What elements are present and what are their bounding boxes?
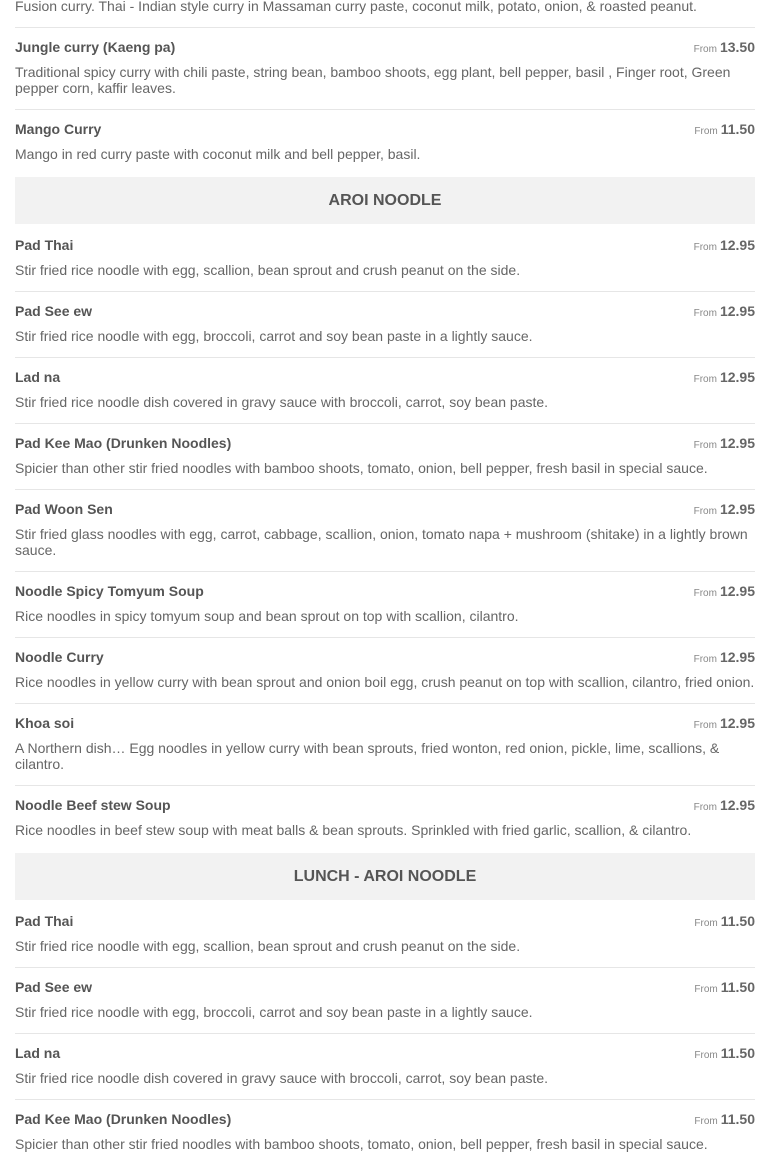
price-from-label: From <box>693 802 717 813</box>
menu-item-name: Pad Kee Mao (Drunken Noodles) <box>15 1111 232 1127</box>
menu-item-name: Mango Curry <box>15 121 102 137</box>
menu-item-name: Jungle curry (Kaeng pa) <box>15 39 176 55</box>
menu-item-pad-woon-sen[interactable] <box>15 490 755 572</box>
price-from-label: From <box>693 588 717 599</box>
price-value: 12.95 <box>719 649 755 665</box>
price-from-label: From <box>693 374 717 385</box>
menu-item-massaman-curry[interactable] <box>15 0 755 28</box>
menu-item-price <box>694 583 755 602</box>
price-from-label: From <box>693 44 717 55</box>
menu-item-price <box>694 369 755 388</box>
menu-item-description: Rice noodles in beef stew soup with meat balls & bean sprouts. Sprinkled with fried garlic, scallion, & cilantro. <box>15 822 692 838</box>
price-value: 11.50 <box>720 1045 755 1061</box>
menu-item-khoa-soi[interactable] <box>15 704 755 786</box>
menu-item-mango-curry[interactable] <box>15 110 755 175</box>
menu-item-lunch-pad-see-ew[interactable] <box>15 968 755 1034</box>
menu-item-pad-see-ew[interactable] <box>15 292 755 358</box>
price-value: 12.95 <box>719 583 755 599</box>
price-value: 11.50 <box>720 1111 755 1127</box>
menu-item-name: Pad See ew <box>15 303 93 319</box>
price-from-label: From <box>693 654 717 665</box>
price-from-label: From <box>694 1050 718 1061</box>
menu-list <box>15 0 755 1165</box>
menu-item-lunch-pad-kee-mao[interactable] <box>15 1100 755 1165</box>
menu-item-description: Stir fried rice noodle dish covered in gravy sauce with broccoli, carrot, soy bean paste. <box>15 1070 549 1086</box>
menu-item-description: Stir fried rice noodle with egg, broccoli, carrot and soy bean paste in a lightly sauce. <box>15 1004 533 1020</box>
price-from-label: From <box>694 126 718 137</box>
menu-item-name: Lad na <box>15 369 61 385</box>
menu-item-description: Stir fried rice noodle with egg, scallion, bean sprout and crush peanut on the side. <box>15 262 521 278</box>
price-from-label: From <box>694 918 718 929</box>
menu-item-description: Rice noodles in spicy tomyum soup and bean sprout on top with scallion, cilantro. <box>15 608 519 624</box>
menu-item-noodle-beef-stew-soup[interactable] <box>15 786 755 851</box>
price-value: 11.50 <box>720 979 755 995</box>
menu-item-price <box>694 121 755 140</box>
menu-item-price <box>694 435 755 454</box>
menu-item-jungle-curry[interactable] <box>15 28 755 110</box>
menu-item-lunch-lad-na[interactable] <box>15 1034 755 1100</box>
menu-item-description: Mango in red curry paste with coconut milk and bell pepper, basil. <box>15 146 421 162</box>
price-value: 12.95 <box>719 797 755 813</box>
price-from-label: From <box>694 984 718 995</box>
menu-item-lunch-pad-thai[interactable] <box>15 902 755 968</box>
menu-item-price <box>694 715 755 734</box>
price-value: 12.95 <box>719 369 755 385</box>
menu-item-description: A Northern dish… Egg noodles in yellow curry with bean sprouts, fried wonton, red onion, pickle, lime, scallions, & cilantro. <box>15 740 720 772</box>
menu-item-price <box>694 39 755 58</box>
price-value: 11.50 <box>720 121 755 137</box>
menu-item-name: Khoa soi <box>15 715 75 731</box>
menu-item-description: Stir fried rice noodle dish covered in gravy sauce with broccoli, carrot, soy bean paste. <box>15 394 549 410</box>
menu-item-pad-kee-mao[interactable] <box>15 424 755 490</box>
price-from-label: From <box>694 1116 718 1127</box>
section-header-aroi-noodle: AROI NOODLE <box>15 177 755 224</box>
menu-item-price <box>694 237 755 256</box>
menu-item-price <box>694 649 755 668</box>
menu-item-description: Spicier than other stir fried noodles with bamboo shoots, tomato, onion, bell pepper, fresh basil in special sauce. <box>15 1136 708 1152</box>
menu-item-pad-thai[interactable] <box>15 226 755 292</box>
menu-item-description: Fusion curry. Thai - Indian style curry in Massaman curry paste, coconut milk, potato, onion, & roasted peanut. <box>15 0 697 14</box>
menu-item-price <box>694 1111 755 1130</box>
price-value: 12.95 <box>719 303 755 319</box>
menu-item-price <box>694 979 755 998</box>
price-value: 11.50 <box>720 913 755 929</box>
menu-item-description: Traditional spicy curry with chili paste, string bean, bamboo shoots, egg plant, bell pepper, basil , Finger root, Green pepper corn, kaffir leaves. <box>15 64 731 96</box>
menu-item-name: Noodle Curry <box>15 649 104 665</box>
price-from-label: From <box>693 440 717 451</box>
menu-item-noodle-spicy-tomyum-soup[interactable] <box>15 572 755 638</box>
menu-item-description: Spicier than other stir fried noodles with bamboo shoots, tomato, onion, bell pepper, fresh basil in special sauce. <box>15 460 708 476</box>
menu-item-name: Pad Woon Sen <box>15 501 113 517</box>
price-value: 13.50 <box>719 39 755 55</box>
menu-item-name: Pad Kee Mao (Drunken Noodles) <box>15 435 232 451</box>
menu-item-description: Stir fried rice noodle with egg, scallion, bean sprout and crush peanut on the side. <box>15 938 521 954</box>
menu-item-price <box>694 1045 755 1064</box>
price-from-label: From <box>693 506 717 517</box>
menu-item-lad-na[interactable] <box>15 358 755 424</box>
menu-item-name: Pad Thai <box>15 237 74 253</box>
menu-item-name: Noodle Beef stew Soup <box>15 797 171 813</box>
menu-item-price <box>694 913 755 932</box>
menu-item-description: Stir fried glass noodles with egg, carrot, cabbage, scallion, onion, tomato napa + mushroom (shitake) in a lightly brown sauce. <box>15 526 748 558</box>
price-value: 12.95 <box>719 237 755 253</box>
menu-item-price <box>694 797 755 816</box>
price-from-label: From <box>693 308 717 319</box>
menu-item-noodle-curry[interactable] <box>15 638 755 704</box>
menu-item-description: Stir fried rice noodle with egg, broccoli, carrot and soy bean paste in a lightly sauce. <box>15 328 533 344</box>
menu-item-name: Pad Thai <box>15 913 74 929</box>
price-from-label: From <box>693 242 717 253</box>
price-value: 12.95 <box>719 501 755 517</box>
price-from-label: From <box>693 720 717 731</box>
section-header-lunch-aroi-noodle: LUNCH - AROI NOODLE <box>15 853 755 900</box>
menu-item-name: Noodle Spicy Tomyum Soup <box>15 583 204 599</box>
price-value: 12.95 <box>719 435 755 451</box>
menu-item-description: Rice noodles in yellow curry with bean sprout and onion boil egg, crush peanut on top with scallion, cilantro, fried onion. <box>15 674 755 690</box>
price-value: 12.95 <box>719 715 755 731</box>
menu-item-price <box>694 303 755 322</box>
menu-item-name: Pad See ew <box>15 979 93 995</box>
menu-item-name: Lad na <box>15 1045 61 1061</box>
menu-item-price <box>694 501 755 520</box>
